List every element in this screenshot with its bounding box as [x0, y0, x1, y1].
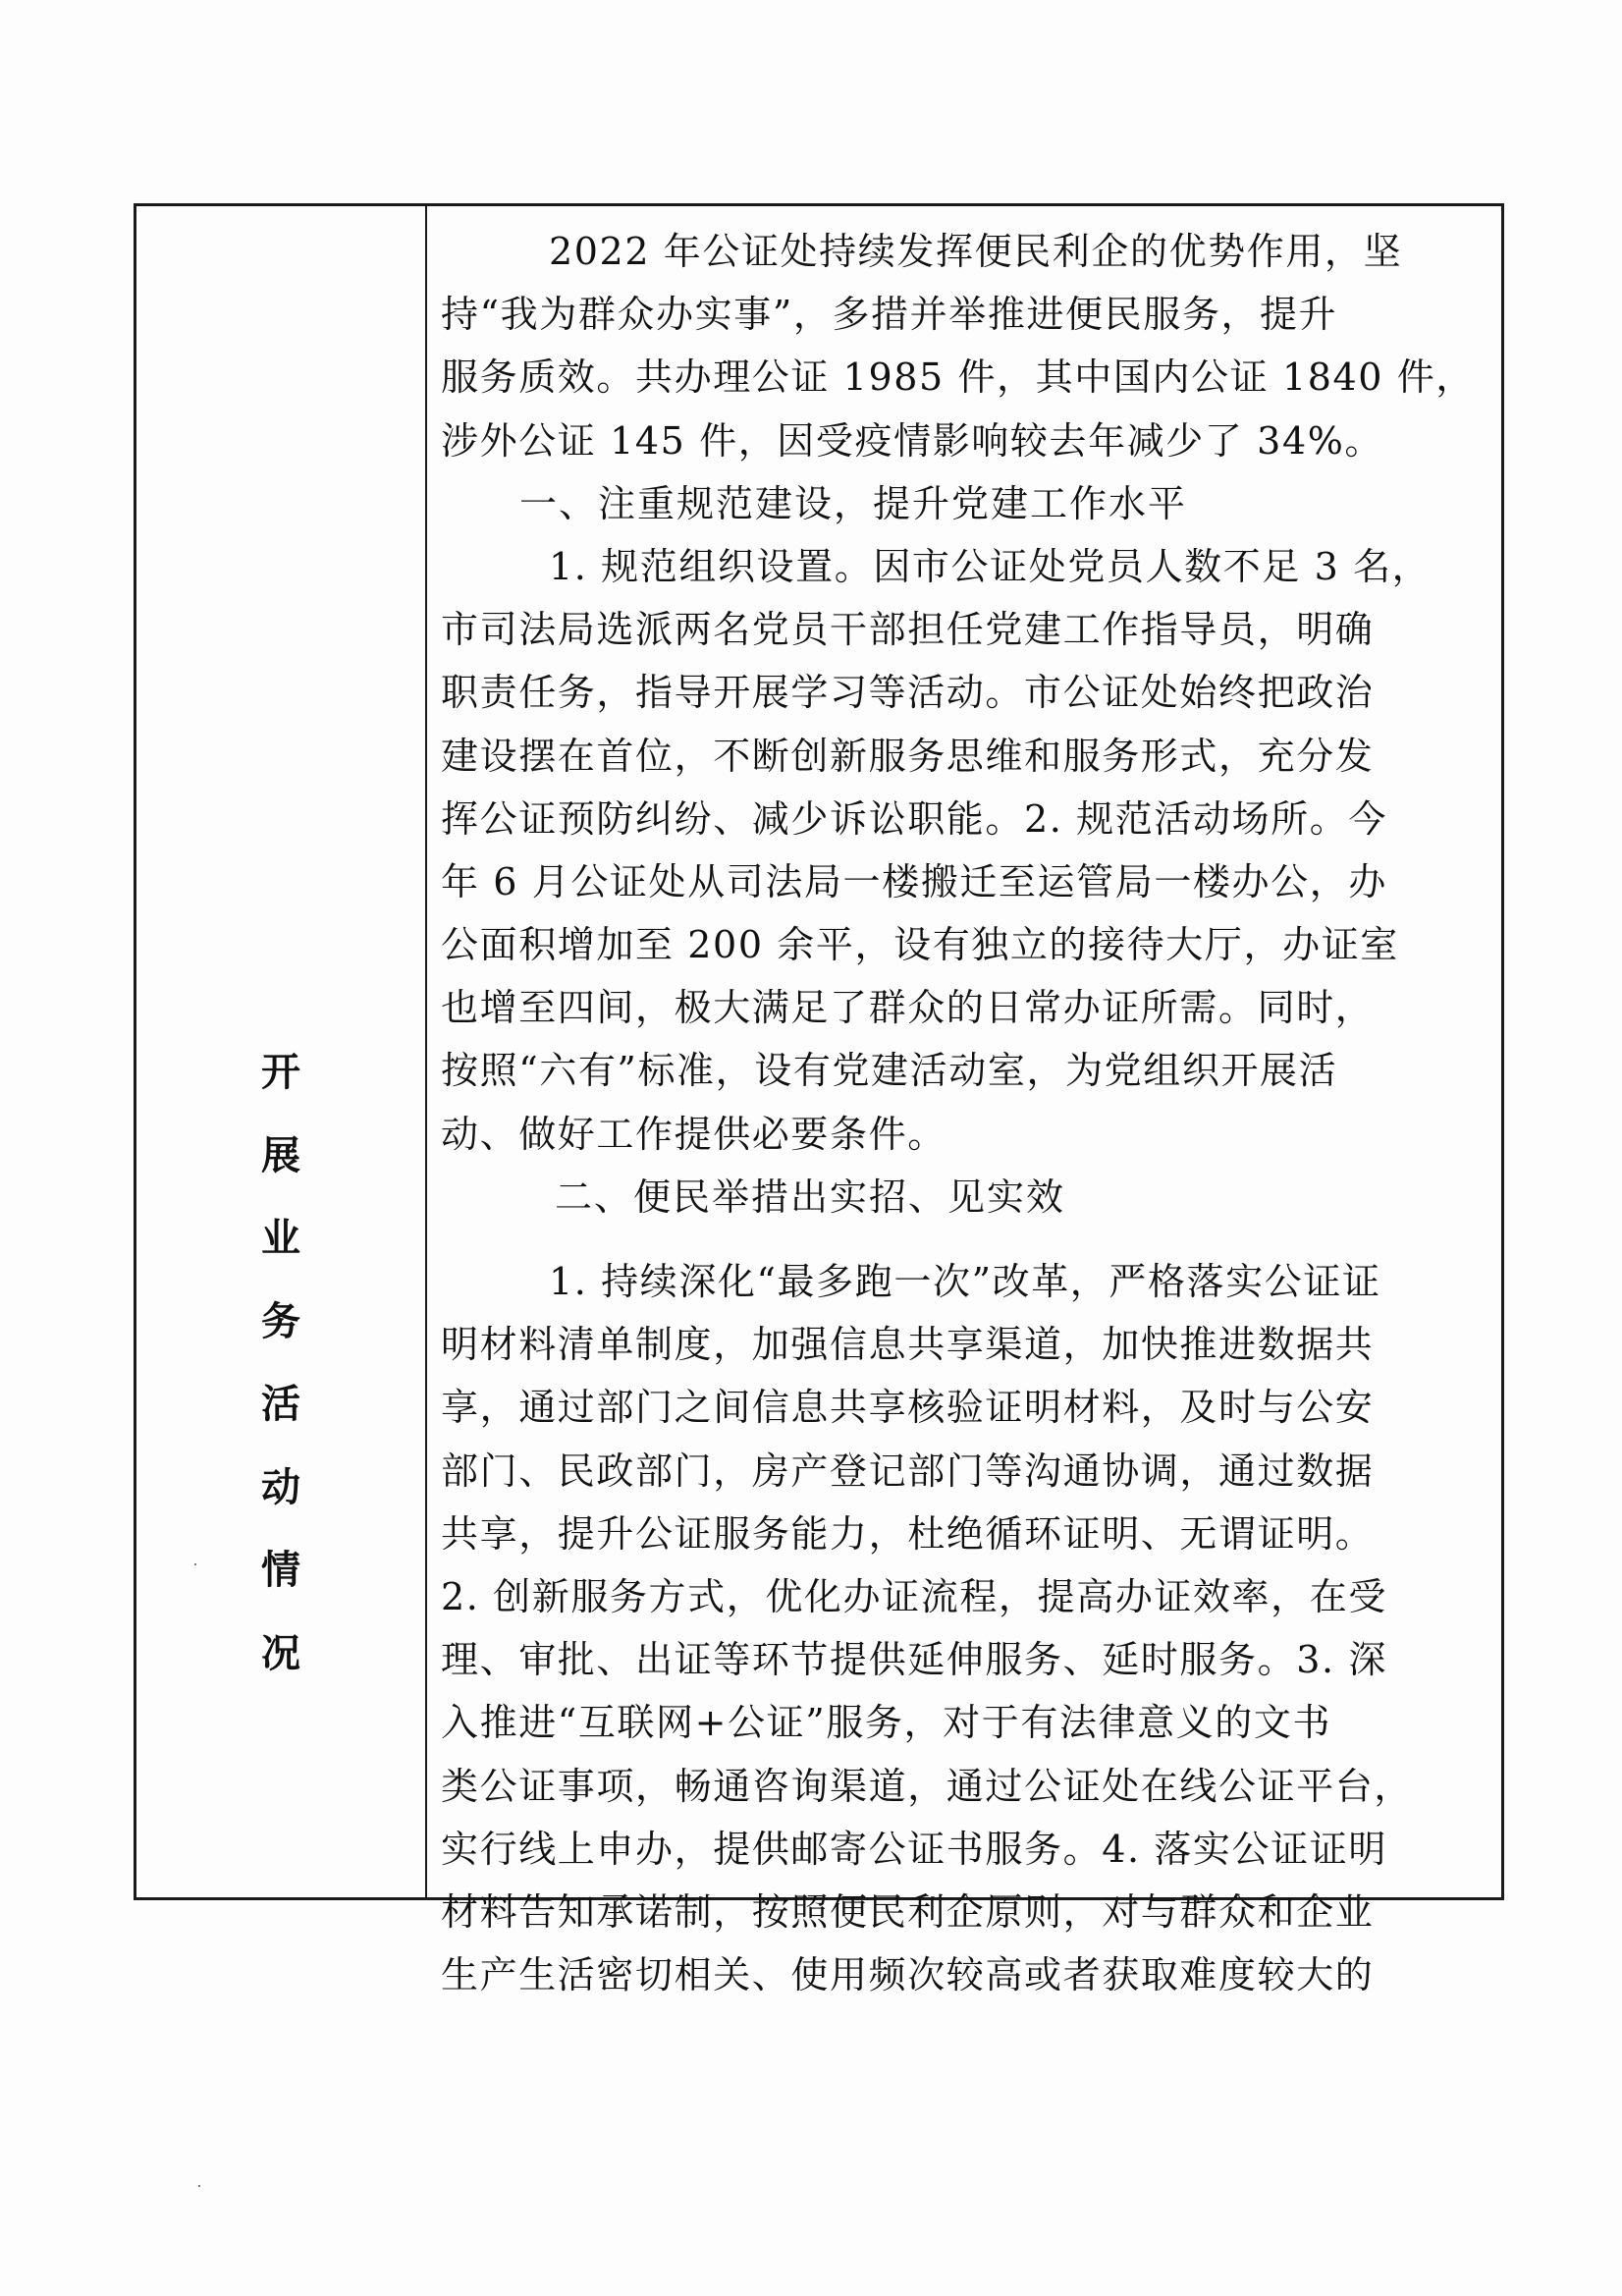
column-divider — [425, 206, 427, 1897]
text-line: 公面积增加至 200 余平，设有独立的接待大厅，办证室 — [441, 923, 1399, 967]
section-heading: 二、便民举措出实招、见实效 — [555, 1175, 1066, 1219]
text-line: 市司法局选派两名党员干部担任党建工作指导员，明确 — [441, 608, 1375, 652]
form-table — [134, 203, 1504, 1997]
scan-speck — [198, 2185, 200, 2187]
text-line: 入推进“互联网+公证”服务，对于有法律意义的文书 — [441, 1701, 1332, 1745]
text-line: 2. 创新服务方式，优化办证流程，提高办证效率，在受 — [441, 1574, 1387, 1618]
text-line: 享，通过部门之间信息共享核验证明材料，及时与公安 — [441, 1386, 1375, 1430]
text-line: 持“我为群众办实事”，多措并举推进便民服务，提升 — [441, 293, 1338, 337]
scan-speck — [194, 1563, 196, 1565]
label-char: 务 — [261, 1297, 300, 1344]
label-cell — [136, 206, 425, 1897]
content-cell — [441, 220, 1491, 2006]
text-line: 类公证事项，畅通咨询渠道，通过公证处在线公证平台， — [441, 1764, 1414, 1808]
text-line: 动、做好工作提供必要条件。 — [441, 1112, 946, 1156]
label-char: 开 — [261, 1049, 300, 1095]
label-char: 况 — [261, 1629, 300, 1676]
text-line: 材料告知承诺制，按照便民利企原则，对与群众和企业 — [441, 1889, 1375, 1934]
text-line: 理、审批、出证等环节提供延伸服务、延时服务。3. 深 — [441, 1638, 1387, 1682]
text-line: 涉外公证 145 件，因受疫情影响较去年减少了 34%。 — [441, 418, 1384, 463]
text-line: 实行线上申办，提供邮寄公证书服务。4. 落实公证证明 — [441, 1827, 1387, 1871]
text-line: 2022 年公证处持续发挥便民利企的优势作用，坚 — [549, 230, 1403, 273]
text-line: 1. 持续深化“最多跑一次”改革，严格落实公证证 — [549, 1260, 1381, 1303]
text-line: 也增至四间，极大满足了群众的日常办证所需。同时， — [441, 986, 1375, 1030]
section-heading: 一、注重规范建设，提升党建工作水平 — [519, 481, 1188, 525]
text-line: 服务质效。共办理公证 1985 件，其中国内公证 1840 件， — [441, 355, 1475, 400]
label-char: 动 — [261, 1463, 300, 1510]
text-line: 1. 规范组织设置。因市公证处党员人数不足 3 名， — [549, 544, 1432, 588]
row-label-vertical — [136, 1031, 425, 1695]
text-line: 职责任务，指导开展学习等活动。市公证处始终把政治 — [441, 671, 1375, 715]
text-line: 建设摆在首位，不断创新服务思维和服务形式，充分发 — [441, 734, 1375, 778]
text-line: 生产生活密切相关、使用频次较高或者获取难度较大的 — [441, 1953, 1375, 1997]
text-line: 部门、民政部门，房产登记部门等沟通协调，通过数据 — [441, 1449, 1375, 1493]
spacer — [441, 1229, 1491, 1250]
text-line: 年 6 月公证处从司法局一楼搬迁至运管局一楼办公，办 — [441, 859, 1387, 903]
label-char: 展 — [261, 1131, 300, 1178]
label-char: 业 — [261, 1215, 300, 1261]
text-line: 明材料清单制度，加强信息共享渠道，加快推进数据共 — [441, 1323, 1375, 1367]
text-line: 挥公证预防纠纷、减少诉讼职能。2. 规范活动场所。今 — [441, 796, 1387, 841]
text-line: 按照“六有”标准，设有党建活动室，为党组织开展活 — [441, 1049, 1338, 1093]
label-char: 活 — [261, 1381, 300, 1427]
label-char: 情 — [261, 1547, 300, 1593]
text-line: 共享，提升公证服务能力，杜绝循环证明、无谓证明。 — [441, 1511, 1375, 1556]
